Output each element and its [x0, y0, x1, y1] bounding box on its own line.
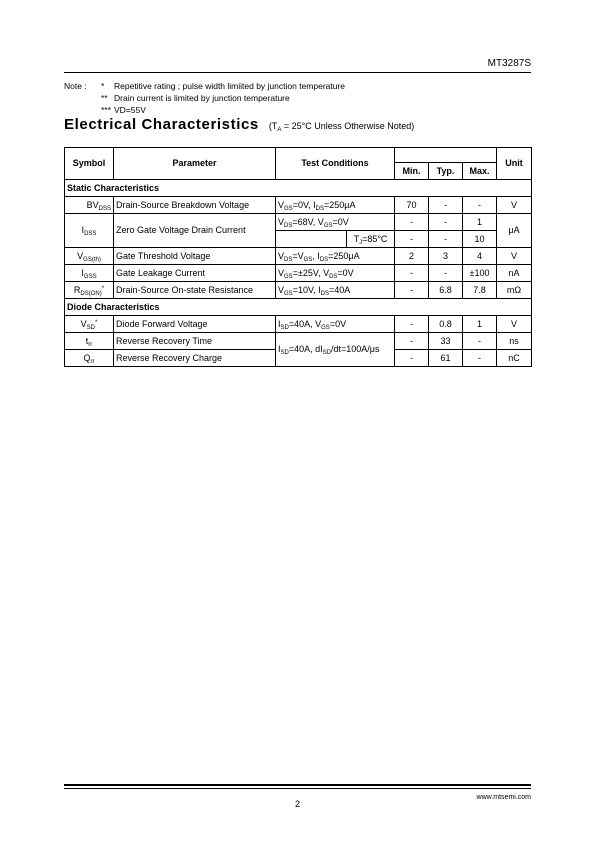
- cond-part: =40A: [328, 284, 351, 295]
- typ-cell: 6.8: [429, 282, 463, 299]
- table-row-vgsth: [65, 248, 532, 265]
- cond-part: T: [353, 234, 360, 244]
- note-mark: **: [101, 93, 108, 103]
- condition-cell: [276, 282, 395, 299]
- cond-part: V: [278, 199, 285, 210]
- max-cell: -: [463, 197, 497, 214]
- unit-cell: nC: [497, 350, 532, 367]
- note-line: [64, 92, 524, 104]
- min-cell: -: [395, 282, 429, 299]
- max-cell: ±100: [463, 265, 497, 282]
- condition-cell: [276, 265, 395, 282]
- note-mark: ***: [101, 105, 111, 115]
- symbol-text: I: [81, 267, 84, 278]
- parameter-cell: Reverse Recovery Charge: [114, 350, 276, 367]
- note-line: [64, 80, 524, 92]
- cond-part: V: [278, 267, 285, 278]
- typ-cell: -: [429, 231, 463, 248]
- section-title: Electrical Characteristics: [64, 116, 259, 133]
- cond-part: =40A, V: [288, 318, 322, 329]
- table-row-bvdss: [65, 197, 532, 214]
- cond-part: I: [278, 344, 281, 354]
- min-cell: -: [395, 265, 429, 282]
- symbol-cell: [65, 350, 114, 367]
- typ-cell: 0.8: [429, 316, 463, 333]
- cond-sub: GS: [321, 324, 330, 331]
- unit-cell: V: [497, 316, 532, 333]
- cond-sub: DS: [320, 290, 329, 297]
- max-cell: 1: [463, 214, 497, 231]
- note-mark: *: [101, 81, 105, 91]
- typ-cell: -: [429, 265, 463, 282]
- condition-cell: [276, 214, 395, 231]
- header-unit: Unit: [497, 148, 532, 180]
- page-number: 2: [294, 799, 300, 809]
- symbol-sub: GSS: [83, 273, 97, 280]
- max-cell: -: [463, 350, 497, 367]
- unit-cell: μA: [497, 214, 532, 248]
- notes: [64, 80, 524, 116]
- cond-part: =V: [292, 250, 304, 261]
- symbol-cell: [65, 316, 114, 333]
- cond-part: V: [278, 284, 285, 295]
- symbol-cell: [65, 282, 114, 299]
- part-number: MT3287S: [487, 58, 531, 69]
- parameter-cell: Drain-Source On-state Resistance: [114, 282, 276, 299]
- symbol-cell: [65, 248, 114, 265]
- cond-sub: A: [277, 127, 282, 133]
- cond-part: =40A, dI: [288, 344, 323, 354]
- cond-part: =250μA: [323, 199, 356, 210]
- min-cell: 2: [395, 248, 429, 265]
- condition-cell: [276, 197, 395, 214]
- cond-part: , I: [312, 250, 320, 261]
- table-row-idss: [65, 214, 532, 231]
- cond-part: =250μA: [328, 250, 360, 261]
- header-min: Min.: [395, 163, 429, 180]
- section-row-diode: [65, 299, 532, 316]
- header-parameter: Parameter: [114, 148, 276, 180]
- symbol-sub: SD: [86, 324, 95, 331]
- unit-cell: nA: [497, 265, 532, 282]
- min-cell: -: [395, 333, 429, 350]
- section-conditions: [269, 121, 414, 131]
- cond-sub: DS: [315, 205, 324, 212]
- electrical-characteristics-table: [64, 147, 532, 367]
- min-cell: -: [395, 231, 429, 248]
- symbol-text: BV: [86, 199, 99, 210]
- note-prefix: [64, 104, 101, 116]
- note-prefix: Note :: [64, 81, 87, 91]
- blank-cell: [276, 231, 346, 247]
- cond-sub: GS: [323, 222, 333, 229]
- website-link[interactable]: www.mtsemi.com: [476, 794, 531, 801]
- header-row: [65, 148, 532, 163]
- typ-cell: -: [429, 214, 463, 231]
- footer-rule: [64, 784, 531, 786]
- cond-sub: J: [359, 240, 363, 246]
- table-row-igss: [65, 265, 532, 282]
- cond-part: V: [278, 216, 285, 227]
- note-line: [64, 104, 524, 116]
- header-test-conditions: Test Conditions: [276, 148, 395, 180]
- parameter-cell: Drain-Source Breakdown Voltage: [114, 197, 276, 214]
- cond-sub: GS: [284, 205, 293, 212]
- min-cell: -: [395, 316, 429, 333]
- symbol-cell: [65, 214, 114, 248]
- cond-part: =0V: [332, 216, 349, 227]
- min-cell: -: [395, 214, 429, 231]
- max-cell: 10: [463, 231, 497, 248]
- condition-cell: [276, 316, 395, 333]
- typ-cell: 33: [429, 333, 463, 350]
- cond-part: V: [278, 250, 285, 261]
- symbol-sup: *: [101, 285, 105, 292]
- max-cell: 7.8: [463, 282, 497, 299]
- table-row-rdson: [65, 282, 532, 299]
- cond-sub: SD: [322, 350, 331, 356]
- diode-characteristics-title: Diode Characteristics: [65, 299, 532, 316]
- note-text: Repetitive rating ; pulse width limiited by junction temperature: [114, 81, 346, 91]
- condition-cell: [276, 248, 395, 265]
- header-max: Max.: [463, 163, 497, 180]
- unit-cell: mΩ: [497, 282, 532, 299]
- symbol-text: V: [77, 250, 84, 261]
- parameter-cell: Gate Threshold Voltage: [114, 248, 276, 265]
- symbol-text: I: [81, 225, 85, 235]
- max-cell: -: [463, 333, 497, 350]
- parameter-cell: Gate Leakage Current: [114, 265, 276, 282]
- section-row-static: [65, 180, 532, 197]
- cond-part: =0V: [337, 267, 354, 278]
- cond-part: I: [278, 318, 281, 329]
- note-text: Drain current is limited by junction temperature: [114, 93, 290, 103]
- cond-sub: SD: [280, 324, 289, 331]
- cond-sub: DS: [284, 222, 293, 229]
- symbol-sub: rr: [90, 358, 95, 365]
- cond-part: /dt=100A/μs: [330, 344, 380, 354]
- unit-cell: V: [497, 248, 532, 265]
- symbol-sub: GS(th): [83, 256, 101, 263]
- symbol-text: V: [80, 318, 87, 329]
- cond-open: (T: [268, 121, 278, 131]
- header-symbol: Symbol: [65, 148, 114, 180]
- cond-sub: GS: [284, 273, 293, 280]
- unit-cell: ns: [497, 333, 532, 350]
- cond-sub: DS: [284, 256, 293, 263]
- unit-cell: V: [497, 197, 532, 214]
- symbol-cell: [65, 265, 114, 282]
- typ-cell: 61: [429, 350, 463, 367]
- note-text: VD=55V: [114, 105, 146, 115]
- tj-condition: [346, 231, 394, 247]
- symbol-sup: *: [95, 319, 98, 326]
- min-cell: -: [395, 350, 429, 367]
- condition-cell: [276, 333, 395, 367]
- min-cell: 70: [395, 197, 429, 214]
- footer-rule-thin: [64, 788, 531, 789]
- typ-cell: -: [429, 197, 463, 214]
- cond-rest: = 25°C Unless Otherwise Noted): [281, 121, 415, 131]
- parameter-cell: Zero Gate Voltage Drain Current: [114, 214, 276, 248]
- parameter-cell: Reverse Recovery Time: [114, 333, 276, 350]
- symbol-sub: DSS: [84, 231, 97, 237]
- symbol-text: t: [85, 335, 89, 346]
- cond-sub: SD: [280, 350, 289, 356]
- symbol-text: Q: [83, 352, 91, 363]
- symbol-cell: [65, 333, 114, 350]
- table-row-trr: [65, 333, 532, 350]
- symbol-sub: DS(ON): [80, 290, 102, 297]
- cond-part: =0V: [329, 318, 347, 329]
- condition-cell: [276, 231, 395, 248]
- symbol-sub: DSS: [98, 205, 111, 212]
- header-typ: Typ.: [429, 163, 463, 180]
- cond-part: =0V, I: [292, 199, 316, 210]
- symbol-sub: rr: [88, 341, 93, 348]
- note-prefix: [64, 92, 101, 104]
- cond-sub: DS: [319, 256, 329, 263]
- symbol-cell: [65, 197, 114, 214]
- section-heading: [64, 116, 414, 134]
- cond-part: =10V, I: [292, 284, 321, 295]
- cond-sub: GS: [284, 290, 293, 297]
- header-value-group: [395, 148, 497, 163]
- typ-cell: 3: [429, 248, 463, 265]
- header-rule: [64, 72, 531, 73]
- cond-part: =85°C: [362, 234, 388, 244]
- cond-sub: GS: [303, 256, 313, 263]
- max-cell: 4: [463, 248, 497, 265]
- max-cell: 1: [463, 316, 497, 333]
- cond-part: =±25V, V: [292, 267, 330, 278]
- table-row-vsd: [65, 316, 532, 333]
- cond-sub: DS: [329, 273, 338, 280]
- static-characteristics-title: Static Characteristics: [65, 180, 532, 197]
- cond-part: =68V, V: [292, 216, 324, 227]
- symbol-text: R: [73, 284, 81, 295]
- parameter-cell: Diode Forward Voltage: [114, 316, 276, 333]
